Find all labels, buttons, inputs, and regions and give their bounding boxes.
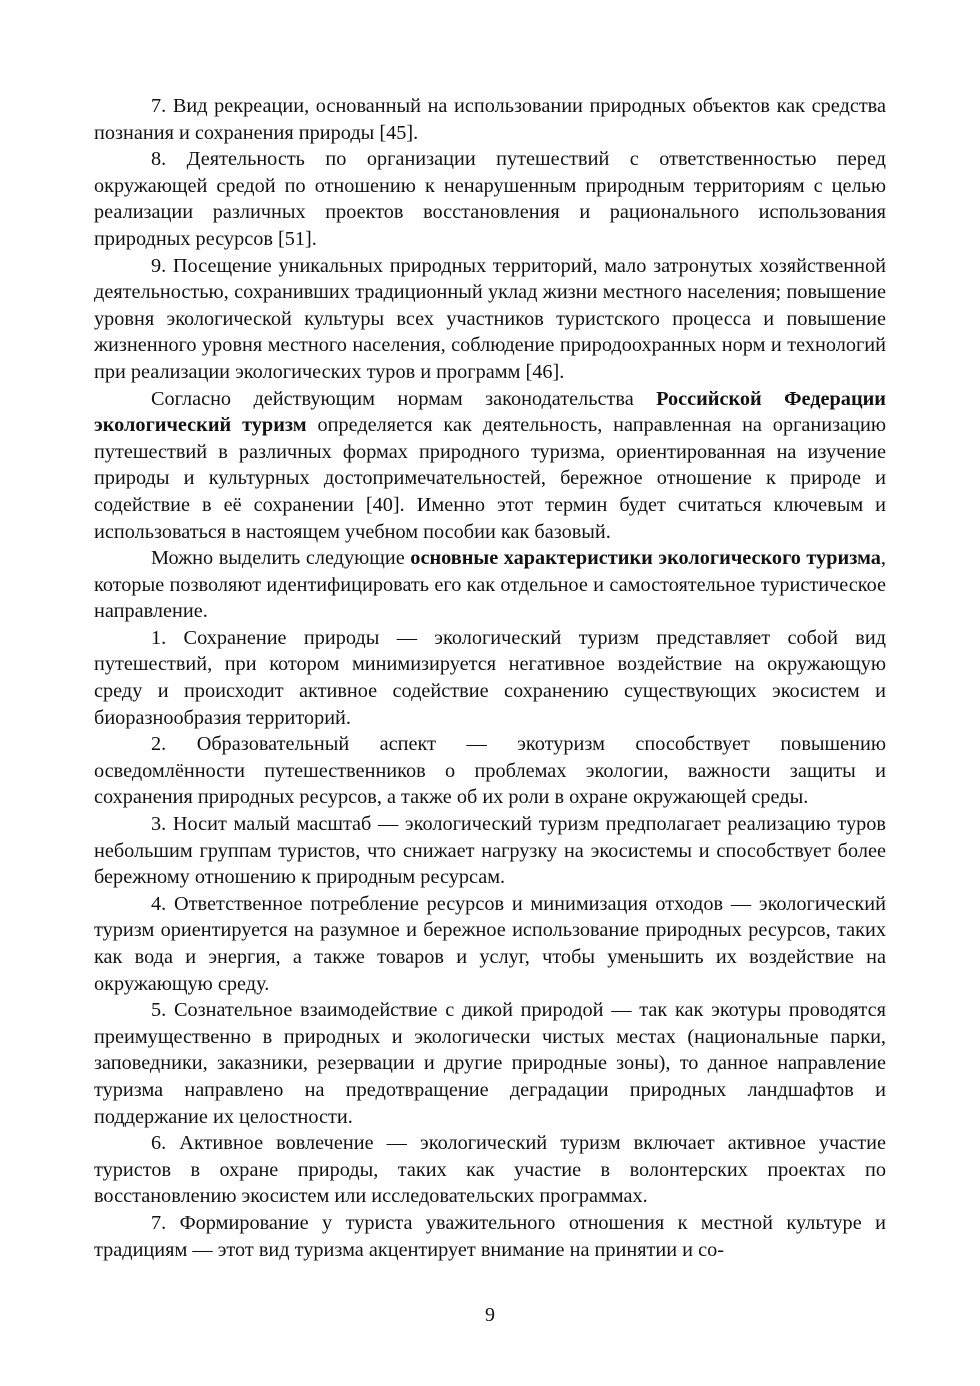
paragraph-item-9-visiting: 9. Посещение уникальных природных территорий, мало затронутых хозяйственной деятельностью, сохранивших традиционный уклад жизни местного населения; повышение уровня экологической культуры всех участников туристского процесса и повышение жизненного уровня местного населения, соблюдение природоохранных норм и технологий при реализации экологических туров и программ [46]. [94,254,886,383]
paragraph-characteristic-6: 6. Активное вовлечение — экологический туризм включает активное участие туристов в охране природы, таких как участие в волонтерских проектах по восстановлению экосистем или исследовательских программах. [94,1132,886,1208]
page-body [94,93,886,1263]
paragraph-characteristics-intro [94,545,886,625]
paragraph-characteristic-7: 7. Формирование у туриста уважительного отношения к местной культуре и традициям — этот вид туризма акцентирует внимание на принятии и со- [94,1211,886,1261]
characteristics-body: , которые позволяют идентифицировать его как отдельное и самостоятельное туристическое направление. [94,547,886,623]
paragraph-characteristic-2: 2. Образовательный аспект — экотуризм способствует повышению осведомлённости путешественников о проблемах экологии, важности защиты и сохранения природных ресурсов, а также об их роли в охране окружающей среды. [94,733,886,809]
paragraph-characteristic-5: 5. Сознательное взаимодействие с дикой природой — так как экотуры проводятся преимущественно в природных и экологически чистых местах (национальные парки, заповедники, заказники, резервации и другие природные зоны), то данное направление туризма направлено на предотвращение деградации природных ландшафтов и поддержание их целостности. [94,999,886,1128]
paragraph-definition [94,386,886,546]
definition-term: Российской Федерации экологический туризм [94,387,886,437]
definition-lead: Согласно действующим нормам законодательства [151,387,657,410]
paragraph-item-8-organization: 8. Деятельность по организации путешествий с ответственностью перед окружающей средой по отношению к ненарушенным природным территориям с целью реализации различных проектов восстановления и рационального использования природных ресурсов [51]. [94,148,886,250]
definition-body: определяется как деятельность, направленная на организацию путешествий в различных формах природного туризма, ориентированная на изучение природы и культурных достопримечательностей, бережное отношение к природе и содействие в её сохранении [40]. Именно этот термин будет считаться ключевым и использоваться в настоящем учебном пособии как базовый. [94,414,886,543]
paragraph-characteristic-4: 4. Ответственное потребление ресурсов и минимизация отходов — экологический туризм ориентируется на разумное и бережное использование природных ресурсов, таких как вода и энергия, а также товаров и услуг, чтобы уменьшить их воздействие на окружающую среду. [94,892,886,995]
paragraph-characteristic-3: 3. Носит малый масштаб — экологический туризм предполагает реализацию туров небольшим группам туристов, что снижает нагрузку на экосистемы и способствует более бережному отношению к природным ресурсам. [94,813,886,889]
characteristics-lead: Можно выделить следующие [151,547,411,570]
paragraph-item-7-recreation: 7. Вид рекреации, основанный на использовании природных объектов как средства познания и сохранения природы [45]. [94,95,886,144]
paragraph-characteristic-1: 1. Сохранение природы — экологический туризм представляет собой вид путешествий, при котором минимизируется негативное воздействие на окружающую среду и происходит активное содействие сохранению существующих экосистем и биоразнообразия территорий. [94,626,886,729]
page-number: 9 [485,1304,495,1326]
characteristics-term: основные характеристики экологического туризма [410,547,881,570]
